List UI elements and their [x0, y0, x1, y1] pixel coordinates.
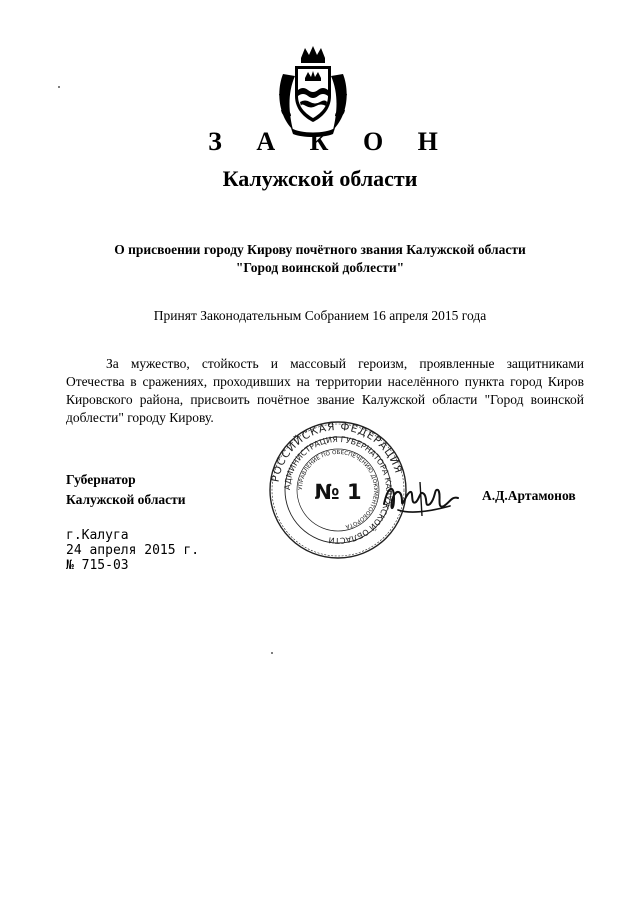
registration-stamp [66, 528, 199, 573]
seal-number: № 1 [314, 480, 362, 504]
seal-outer-text: РОССИЙСКАЯ ФЕДЕРАЦИЯ [269, 420, 405, 484]
document-region: Калужской области [222, 166, 418, 191]
adoption-line: Принят Законодательным Собранием 16 апреля 2015 года [153, 308, 487, 323]
law-subject [0, 241, 640, 277]
document-title: З А К О Н [208, 127, 452, 156]
kaluga-coat-of-arms-icon [275, 44, 351, 140]
signatory-position [66, 470, 186, 510]
governor-signature [380, 476, 462, 520]
position-line-2: Калужской области [66, 492, 186, 507]
registry-number: № 715-03 [66, 558, 129, 573]
subject-line-1: О присвоении городу Кирову почётного звания Калужской области [114, 242, 526, 257]
registry-place: г.Калуга [66, 528, 129, 543]
position-line-1: Губернатор [66, 472, 136, 487]
law-body-text: За мужество, стойкость и массовый героизм, проявленные защитниками Отечества в сражениях, проходивших на территории населённого пункта город Киров Кировского района, присвоить почётное звание Калужской области "Город воинской доблести" городу Кирову. [66, 356, 584, 425]
seal-ring-text: АДМИНИСТРАЦИЯ ГУБЕРНАТОРА КАЛУЖСКОЙ ОБЛАСТИ [282, 434, 394, 546]
scan-speck [271, 652, 273, 654]
signatory-name: А.Д.Артамонов [482, 488, 576, 503]
registry-date: 24 апреля 2015 г. [66, 543, 200, 558]
seal-inner-text: УПРАВЛЕНИЕ ПО ОБЕСПЕЧЕНИЮ ДОКУМЕНТООБОРОТА [297, 449, 379, 530]
scan-speck [58, 86, 60, 88]
subject-line-2: "Город воинской доблести" [235, 260, 405, 275]
